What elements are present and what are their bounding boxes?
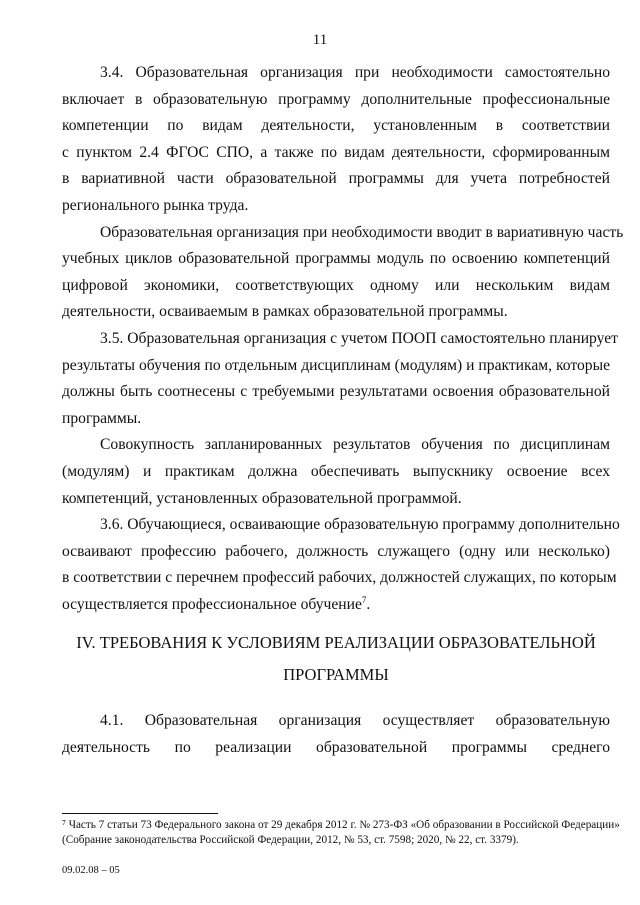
text-line: включает в образовательную программу дополнительные профессиональные <box>62 90 610 108</box>
text-line: 3.4. Образовательная организация при необходимости самостоятельно <box>100 64 610 81</box>
text-line: программы. <box>62 409 142 427</box>
text-line: 3.5. Образовательная организация с учетом ПООП самостоятельно планирует <box>100 329 618 347</box>
paragraph-learning-results <box>62 432 610 512</box>
footnote <box>62 818 620 848</box>
text-line: должны быть соотнесены с требуемыми результатами освоения образовательной <box>62 383 610 401</box>
paragraph-digital-economy <box>62 220 624 326</box>
text-line: результаты обучения по отдельным дисциплинам (модулям) и практикам, которые <box>62 356 610 374</box>
text-fragment: . <box>366 595 371 613</box>
text-line: Образовательная организация при необходимости вводит в вариативную часть <box>100 223 624 241</box>
text-line: с пунктом 2.4 ФГОС СПО, а также по видам деятельности, сформированным <box>62 143 610 161</box>
text-fragment: осуществляется профессиональное обучение <box>62 595 362 613</box>
document-code: 09.02.08 – 05 <box>62 865 120 876</box>
text-line <box>62 592 610 619</box>
text-line: учебных циклов образовательной программы модуль по освоению компетенций <box>62 250 610 268</box>
paragraph-4-1 <box>62 708 610 761</box>
paragraph-3-5 <box>62 326 618 432</box>
text-line: деятельность по реализации образовательной программы среднего <box>62 738 610 756</box>
footnote-separator <box>62 813 218 814</box>
text-line: компетенции по видам деятельности, установленным в соответствии <box>62 117 610 135</box>
footnote-ref[interactable]: 7 <box>361 594 367 605</box>
text-line: в соответствии с перечнем профессий рабочих, должностей служащих, по которым <box>62 569 617 587</box>
section-heading <box>62 627 610 691</box>
heading-line: ПРОГРАММЫ <box>283 665 389 684</box>
text-line: осваивают профессию рабочего, должность служащего (одну или несколько) <box>62 542 610 560</box>
document-body <box>62 60 624 618</box>
footnote-line: ⁷ Часть 7 статьи 73 Федерального закона от 29 декабря 2012 г. № 273-ФЗ «Об образовании в Российской Федерации» <box>62 819 620 831</box>
text-line: 4.1. Образовательная организация осуществляет образовательную <box>100 712 610 729</box>
text-line: цифровой экономики, соответствующих одному или нескольким видам <box>62 276 610 294</box>
heading-line: IV. ТРЕБОВАНИЯ К УСЛОВИЯМ РЕАЛИЗАЦИИ ОБРАЗОВАТЕЛЬНОЙ <box>76 633 596 652</box>
text-line: (модулям) и практикам должна обеспечивать выпускнику освоение всех <box>62 462 610 480</box>
footnote-line: (Собрание законодательства Российской Федерации, 2012, № 53, ст. 7598; 2020, № 22, ст. 3379). <box>62 834 519 846</box>
text-line: в вариативной части образовательной программы для учета потребностей <box>62 170 610 188</box>
text-line: компетенций, установленных образовательной программой. <box>62 489 462 507</box>
text-line: Совокупность запланированных результатов обучения по дисциплинам <box>100 436 610 454</box>
text-line: деятельности, осваиваемым в рамках образовательной программы. <box>62 303 508 321</box>
text-line: регионального рынка труда. <box>62 196 249 214</box>
text-line: 3.6. Обучающиеся, осваивающие образовательную программу дополнительно <box>100 516 620 534</box>
paragraph-3-6 <box>62 512 620 618</box>
paragraph-3-4 <box>62 60 610 220</box>
page-number: 11 <box>312 32 328 48</box>
